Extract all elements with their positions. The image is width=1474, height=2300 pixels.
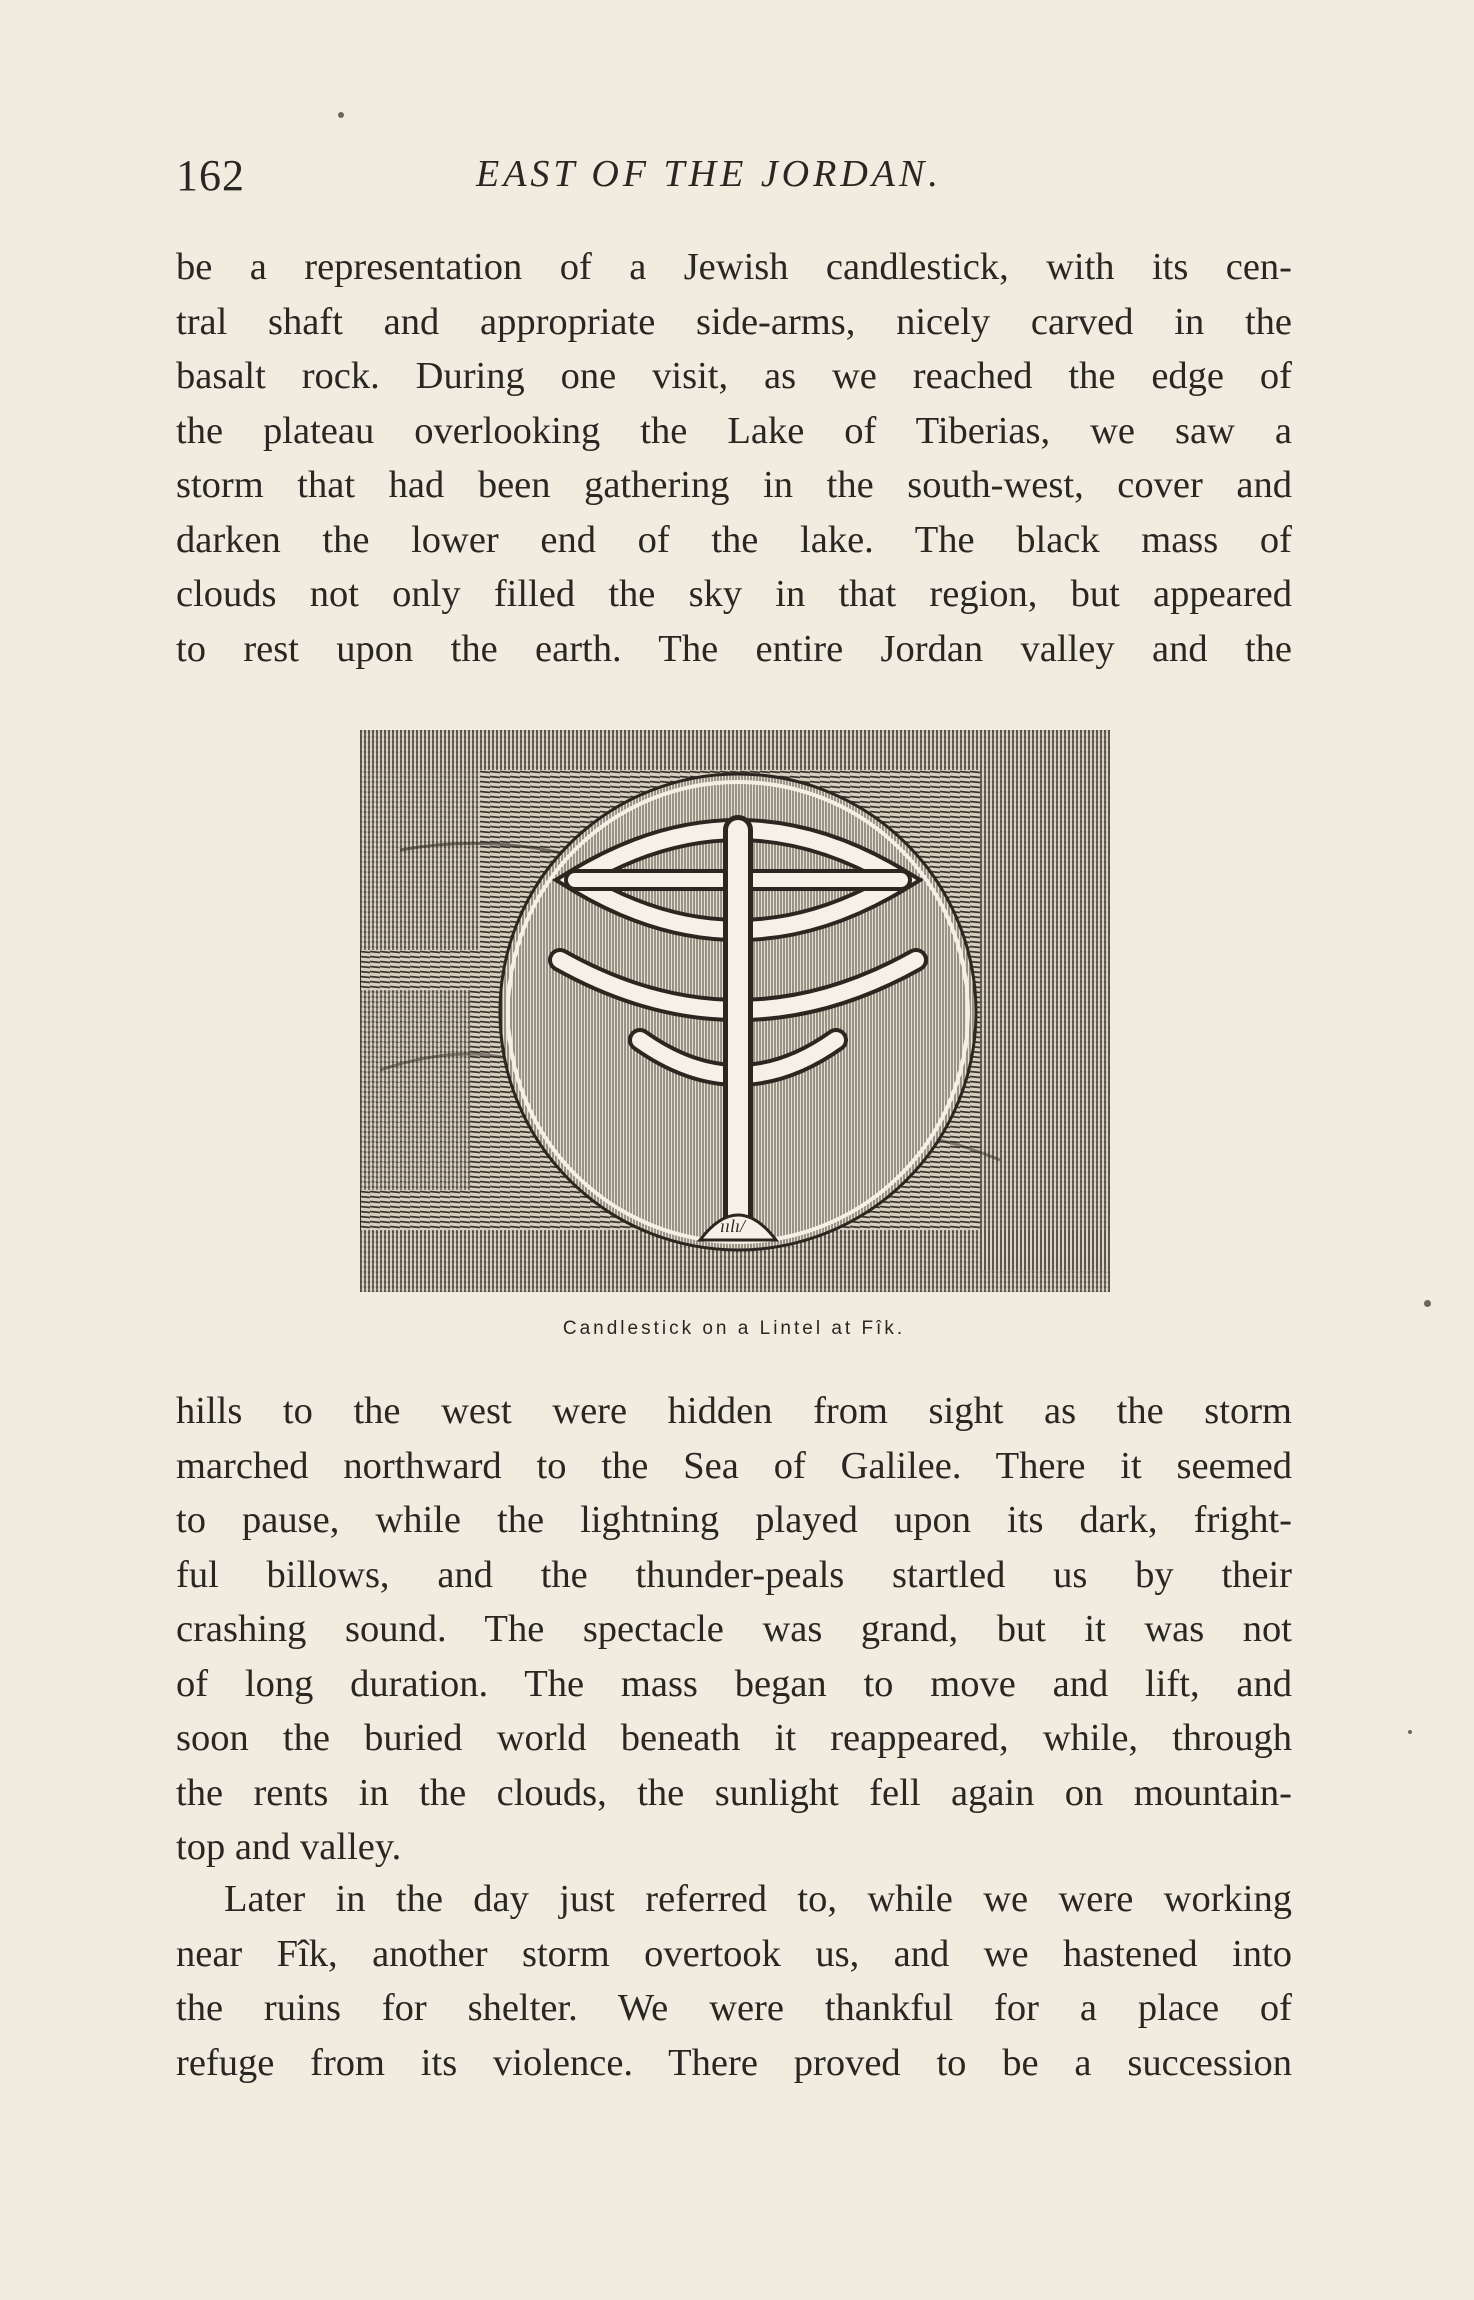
text-line: ful billows, and the thunder-peals startled us by their bbox=[176, 1553, 1292, 1596]
text-line: near Fîk, another storm overtook us, and we hastened into bbox=[176, 1932, 1292, 1975]
page-number: 162 bbox=[176, 151, 245, 200]
text-line: darken the lower end of the lake. The black mass of bbox=[176, 518, 1292, 561]
text-line: the ruins for shelter. We were thankful for a place of bbox=[176, 1987, 1292, 2029]
running-head: EAST OF THE JORDAN. bbox=[476, 153, 942, 195]
text-line: tral shaft and appropriate side-arms, nicely carved in the bbox=[176, 300, 1292, 343]
text-line: crashing sound. The spectacle was grand, but it was not bbox=[176, 1608, 1292, 1650]
text-line: storm that had been gathering in the south-west, cover and bbox=[176, 464, 1292, 506]
ink-speck bbox=[1408, 1730, 1412, 1734]
text-line: to rest upon the earth. The entire Jordan valley and the bbox=[176, 627, 1292, 670]
text-line: of long duration. The mass began to move and lift, and bbox=[176, 1662, 1292, 1705]
ink-speck bbox=[1424, 1300, 1431, 1307]
text-line: basalt rock. During one visit, as we reached the edge of bbox=[176, 355, 1292, 397]
page-header bbox=[176, 150, 1292, 210]
text-line: be a representation of a Jewish candlestick, with its cen- bbox=[176, 246, 1292, 288]
paragraph-1 bbox=[176, 240, 1292, 676]
text-line: clouds not only filled the sky in that region, but appeared bbox=[176, 573, 1292, 615]
text-line: soon the buried world beneath it reappeared, while, through bbox=[176, 1717, 1292, 1759]
text-line: Later in the day just referred to, while we were working bbox=[224, 1878, 1292, 1920]
paragraph-3 bbox=[176, 1872, 1292, 2090]
text-line: the rents in the clouds, the sunlight fell again on mountain- bbox=[176, 1771, 1292, 1814]
text-line: top and valley. bbox=[176, 1826, 402, 1868]
candlestick-engraving bbox=[360, 730, 1110, 1292]
text-line: the plateau overlooking the Lake of Tiberias, we saw a bbox=[176, 409, 1292, 452]
ink-speck bbox=[338, 112, 344, 118]
paragraph-2 bbox=[176, 1384, 1292, 1875]
inscription: ıılı/ bbox=[720, 1216, 746, 1236]
text-line: refuge from its violence. There proved to be a succession bbox=[176, 2041, 1292, 2084]
text-line: marched northward to the Sea of Galilee. There it seemed bbox=[176, 1444, 1292, 1487]
text-line: to pause, while the lightning played upon its dark, fright- bbox=[176, 1499, 1292, 1541]
text-line: hills to the west were hidden from sight as the storm bbox=[176, 1390, 1292, 1432]
figure-caption: Candlestick on a Lintel at Fîk. bbox=[562, 1318, 906, 1339]
